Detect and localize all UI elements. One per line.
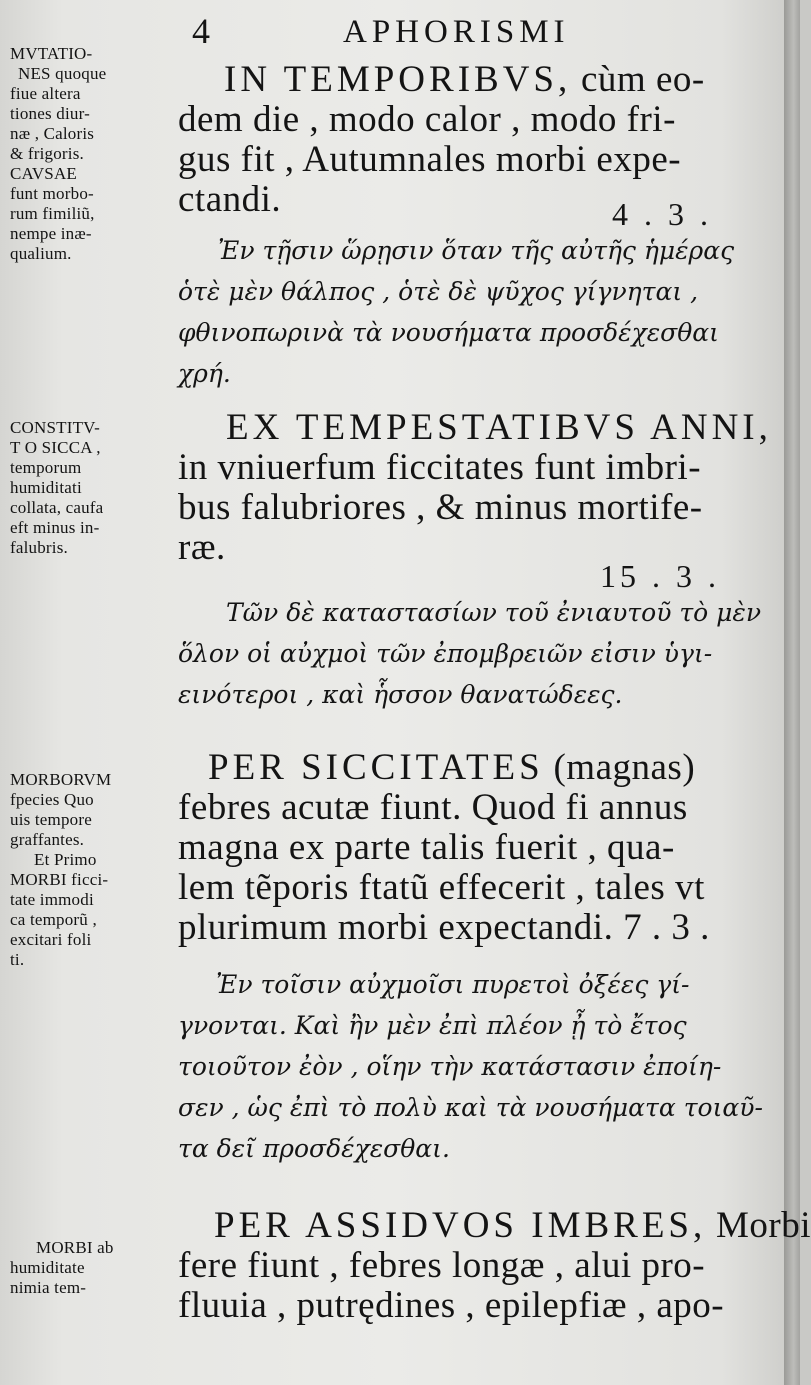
aphorism-3-greek: Ἐν τοῖσιν αὐχμοῖσι πυρετοὶ ὀξέες γί- γνονται. Καὶ ἢν μὲν ἐπὶ πλέον ᾖ τὸ ἔτος τοιοῦτον ἐὸν , οἵην τὴν κατάστασιν ἐποίη- σεν , ὡς ἐπὶ τὸ πολὺ καὶ τὰ νουσήματα τοιαῦ- τα δεῖ προσδέχεσθαι. [178, 970, 763, 1163]
margin-note-morborum: MORBORVM fpecies Quo uis tempore graffantes. Et Primo MORBI ficci- tate immodi ca temporũ , excitari foli ti. [10, 770, 112, 969]
aphorism-4-latin: PER ASSIDVOS IMBRES, Morbi fere fiunt , febres longæ , alui pro- fluuia , putrędines , epilepfiæ , apo- [178, 1205, 811, 1326]
margin-note-constitutio: CONSTITV- T O SICCA , temporum humiditati collata, caufa eft minus in- falubris. [10, 418, 104, 557]
aphorism-2-latin: EX TEMPESTATIBVS ANNI, in vniuerfum ficcitates funt imbri- bus falubriores , & minus mortife- ræ. [178, 407, 772, 568]
aphorism-1-greek: Ἐν τῇσιν ὥρῃσιν ὅταν τῆς αὐτῆς ἡμέρας ὁτὲ μὲν θάλπος , ὁτὲ δὲ ψῦχος γίγνηται , φθινοπωρινὰ τὰ νουσήματα προσδέχεσθαι χρή. [178, 236, 735, 388]
running-head: APHORISMI [343, 14, 570, 50]
margin-note-morbi-humiditate: MORBI ab humiditate nimia tem- [10, 1238, 114, 1297]
page-number: 4 [192, 11, 210, 51]
aphorism-2-greek: Τῶν δὲ καταστασίων τοῦ ἐνιαυτοῦ τὸ μὲν ὅλον οἱ αὐχμοὶ τῶν ἐπομβρειῶν εἰσιν ὑγι- εινότεροι , καὶ ἧσσον θανατώδεες. [178, 598, 762, 709]
aphorism-3-latin: PER SICCITATES (magnas) febres acutæ fiunt. Quod fi annus magna ex parte talis fuerit , qua- lem tẽporis ftatũ effecerit , tales vt plurimum morbi expectandi. 7 . 3 . [178, 747, 710, 948]
aphorism-1-latin: IN TEMPORIBVS, cùm eo- dem die , modo calor , modo fri- gus fit , Autumnales morbi expe- ctandi. [178, 59, 705, 220]
aphorism-2-reference: 15 . 3 . [600, 558, 720, 594]
page-edge [784, 0, 800, 1385]
margin-note-mutationes: MVTATIO- NES quoque fiue altera tiones diur- næ , Caloris & frigoris. CAVSAE funt morbo- rum fimiliũ, nempe inæ- qualium. [10, 44, 107, 263]
aphorism-1-reference: 4 . 3 . [612, 196, 712, 232]
